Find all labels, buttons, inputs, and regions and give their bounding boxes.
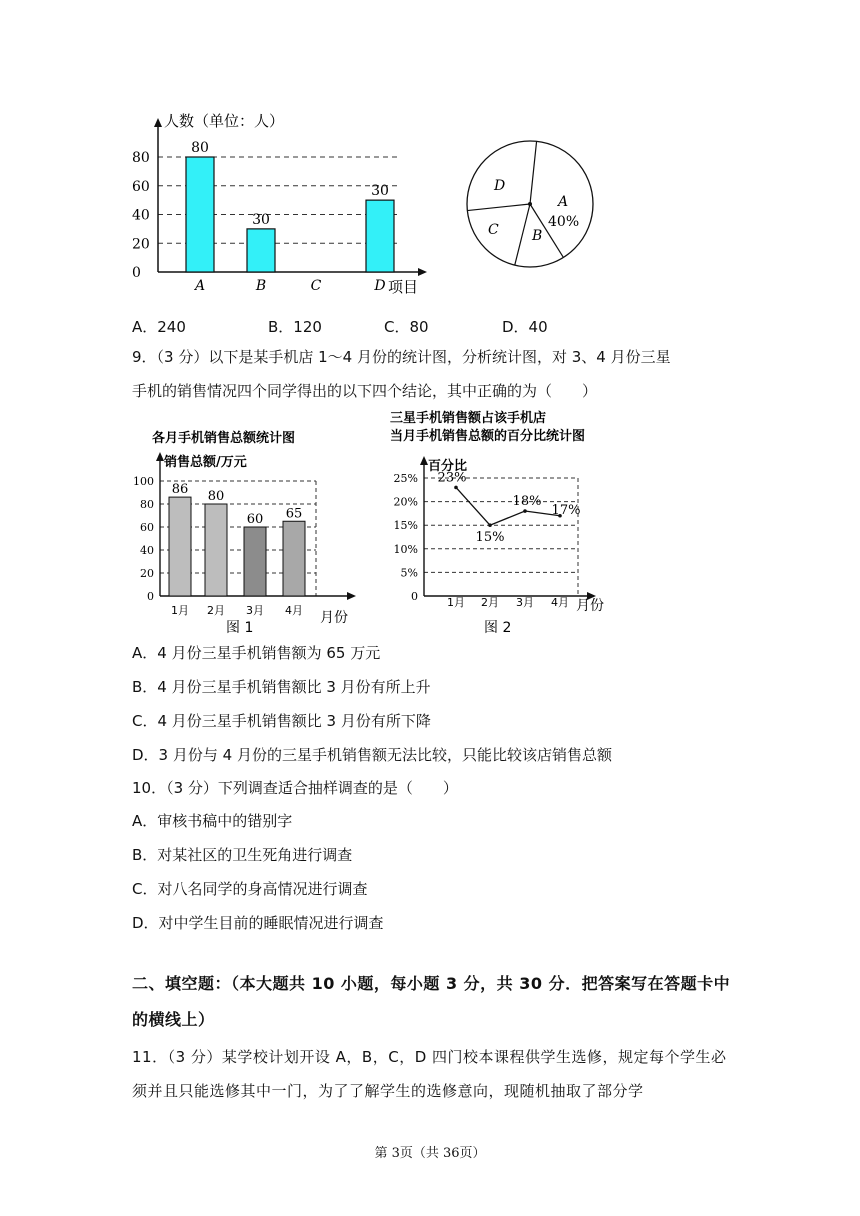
axis-arrowhead (418, 268, 427, 276)
slice-label-c: C (488, 222, 499, 238)
y-tick-label: 20 (140, 567, 154, 580)
x-tick-label: D (374, 278, 386, 294)
section2-heading: 二、填空题：（本大题共 10 小题，每小题 3 分，共 30 分．把答案写在答题卡中的横线上） (132, 974, 731, 1029)
x-tick-label: 1月 (447, 596, 465, 609)
chart1-caption: 图 1 (226, 620, 254, 636)
series-line (456, 487, 560, 525)
x-tick-label: 3月 (516, 596, 534, 609)
q9-chart2 (384, 406, 624, 640)
bar-value-label: 80 (207, 489, 225, 504)
q10-option-b[interactable]: B．对某社区的卫生死角进行调查 (132, 846, 353, 864)
chart2-xlabel: 月份 (576, 598, 604, 614)
y-tick-label: 40 (132, 207, 150, 224)
data-label: 18% (512, 494, 542, 510)
y-tick-label: 100 (133, 475, 154, 488)
y-tick-label: 0 (147, 590, 154, 603)
pie-center (528, 202, 532, 206)
chart2-caption: 图 2 (484, 620, 512, 636)
axis-arrowhead (420, 456, 428, 465)
bar-value-label: 80 (191, 140, 209, 156)
y-tick-label: 80 (132, 150, 150, 166)
y-tick-label: 60 (132, 178, 150, 195)
y-tick-label: 5% (400, 566, 418, 580)
q11-text: 11．（3 分）某学校计划开设 A，B，C，D 四门校本课程供学生选修，规定每个学生必须并且只能选修其中一门，为了了解学生的选修意向，现随机抽取了部分学 (132, 1048, 727, 1100)
x-tick-label: 1月 (171, 604, 189, 617)
q8-option-d[interactable]: D．40 (502, 318, 548, 336)
axis-arrowhead (154, 118, 162, 127)
q8-option-c[interactable]: C．80 (384, 318, 429, 336)
bar-value-label: 30 (252, 211, 270, 228)
slice-percent-a: 40% (548, 214, 580, 230)
x-tick-label: 4月 (551, 596, 569, 609)
bar-A (186, 157, 214, 272)
y-tick-label: 25% (393, 472, 418, 485)
axis-arrowhead (347, 592, 356, 600)
chart2-title-line1: 三星手机销售额占该手机店 (390, 411, 547, 426)
q9-stem-line1: 9．（3 分）以下是某手机店 1～4 月份的统计图，分析统计图，对 3、4 月份三星 (132, 348, 671, 366)
x-tick-label: 2月 (481, 596, 499, 609)
bar-D (366, 200, 394, 272)
data-label: 17% (551, 502, 581, 518)
x-tick-label: 3月 (246, 604, 264, 617)
q8-option-a[interactable]: A．240 (132, 318, 186, 336)
y-tick-label: 0 (411, 590, 418, 603)
bar-value-label: 86 (171, 482, 189, 498)
x-tick-label: 2月 (207, 604, 225, 617)
axis-arrowhead (156, 452, 164, 461)
bar-value-label: 60 (246, 512, 264, 527)
q9-stem-line2: 手机的销售情况四个同学得出的以下四个结论，其中正确的为（ ） (132, 382, 598, 400)
chart2-title-line2: 当月手机销售总额的百分比统计图 (390, 429, 586, 444)
bar-B (247, 229, 275, 272)
q10-option-d[interactable]: D．对中学生目前的睡眠情况进行调查 (132, 914, 384, 932)
x-tick-label: B (255, 278, 267, 294)
data-label: 23% (437, 470, 467, 486)
y-axis-label: 人数（单位：人） (164, 112, 285, 130)
y-tick-label: 0 (132, 265, 141, 281)
y-tick-label: 20 (132, 236, 150, 253)
q10-option-c[interactable]: C．对八名同学的身高情况进行调查 (132, 880, 368, 898)
x-axis-label: 项目 (388, 278, 419, 296)
y-tick-label: 40 (140, 544, 154, 557)
slice-label-b: B (532, 228, 543, 244)
x-tick-label: C (310, 278, 322, 294)
q9-option-c[interactable]: C．4 月份三星手机销售额比 3 月份有所下降 (132, 712, 431, 730)
slice-label-d: D (494, 178, 506, 194)
chart1-ylabel: 销售总额/万元 (164, 455, 247, 470)
bar-value-label: 30 (371, 183, 389, 200)
y-tick-label: 20% (393, 495, 418, 509)
data-point (454, 486, 458, 490)
q10-option-a[interactable]: A．审核书稿中的错别字 (132, 812, 293, 830)
bar-month-4 (283, 521, 305, 596)
x-tick-label: A (194, 278, 206, 294)
data-point (523, 509, 527, 513)
q9-option-b[interactable]: B．4 月份三星手机销售额比 3 月份有所上升 (132, 678, 431, 696)
slice-label-a: A (558, 194, 569, 210)
q8-bar-chart (118, 108, 438, 298)
q10-stem: 10．（3 分）下列调查适合抽样调查的是（ ） (132, 779, 458, 797)
q9-chart1 (124, 426, 380, 640)
data-point (488, 523, 492, 527)
y-tick-label: 80 (140, 498, 154, 511)
q9-option-d[interactable]: D．3 月份与 4 月份的三星手机销售额无法比较，只能比较该店销售总额 (132, 746, 612, 764)
chart1-xlabel: 月份 (320, 610, 348, 626)
x-tick-label: 4月 (285, 604, 303, 617)
page-footer: 第 3页（共 36页） (374, 1146, 486, 1161)
data-label: 15% (475, 530, 505, 546)
chart2-ylabel: 百分比 (428, 459, 468, 474)
q9-option-a[interactable]: A．4 月份三星手机销售额为 65 万元 (132, 644, 381, 662)
bar-value-label: 65 (285, 506, 303, 522)
y-tick-label: 10% (393, 542, 418, 556)
bar-month-2 (205, 504, 227, 596)
bar-month-3 (244, 527, 266, 596)
q8-pie-chart (460, 134, 600, 274)
q8-options (132, 316, 732, 338)
bar-month-1 (169, 497, 191, 596)
y-tick-label: 60 (140, 521, 154, 534)
y-tick-label: 15% (393, 519, 418, 533)
q8-option-b[interactable]: B．120 (268, 318, 322, 336)
chart1-title: 各月手机销售总额统计图 (152, 431, 296, 446)
